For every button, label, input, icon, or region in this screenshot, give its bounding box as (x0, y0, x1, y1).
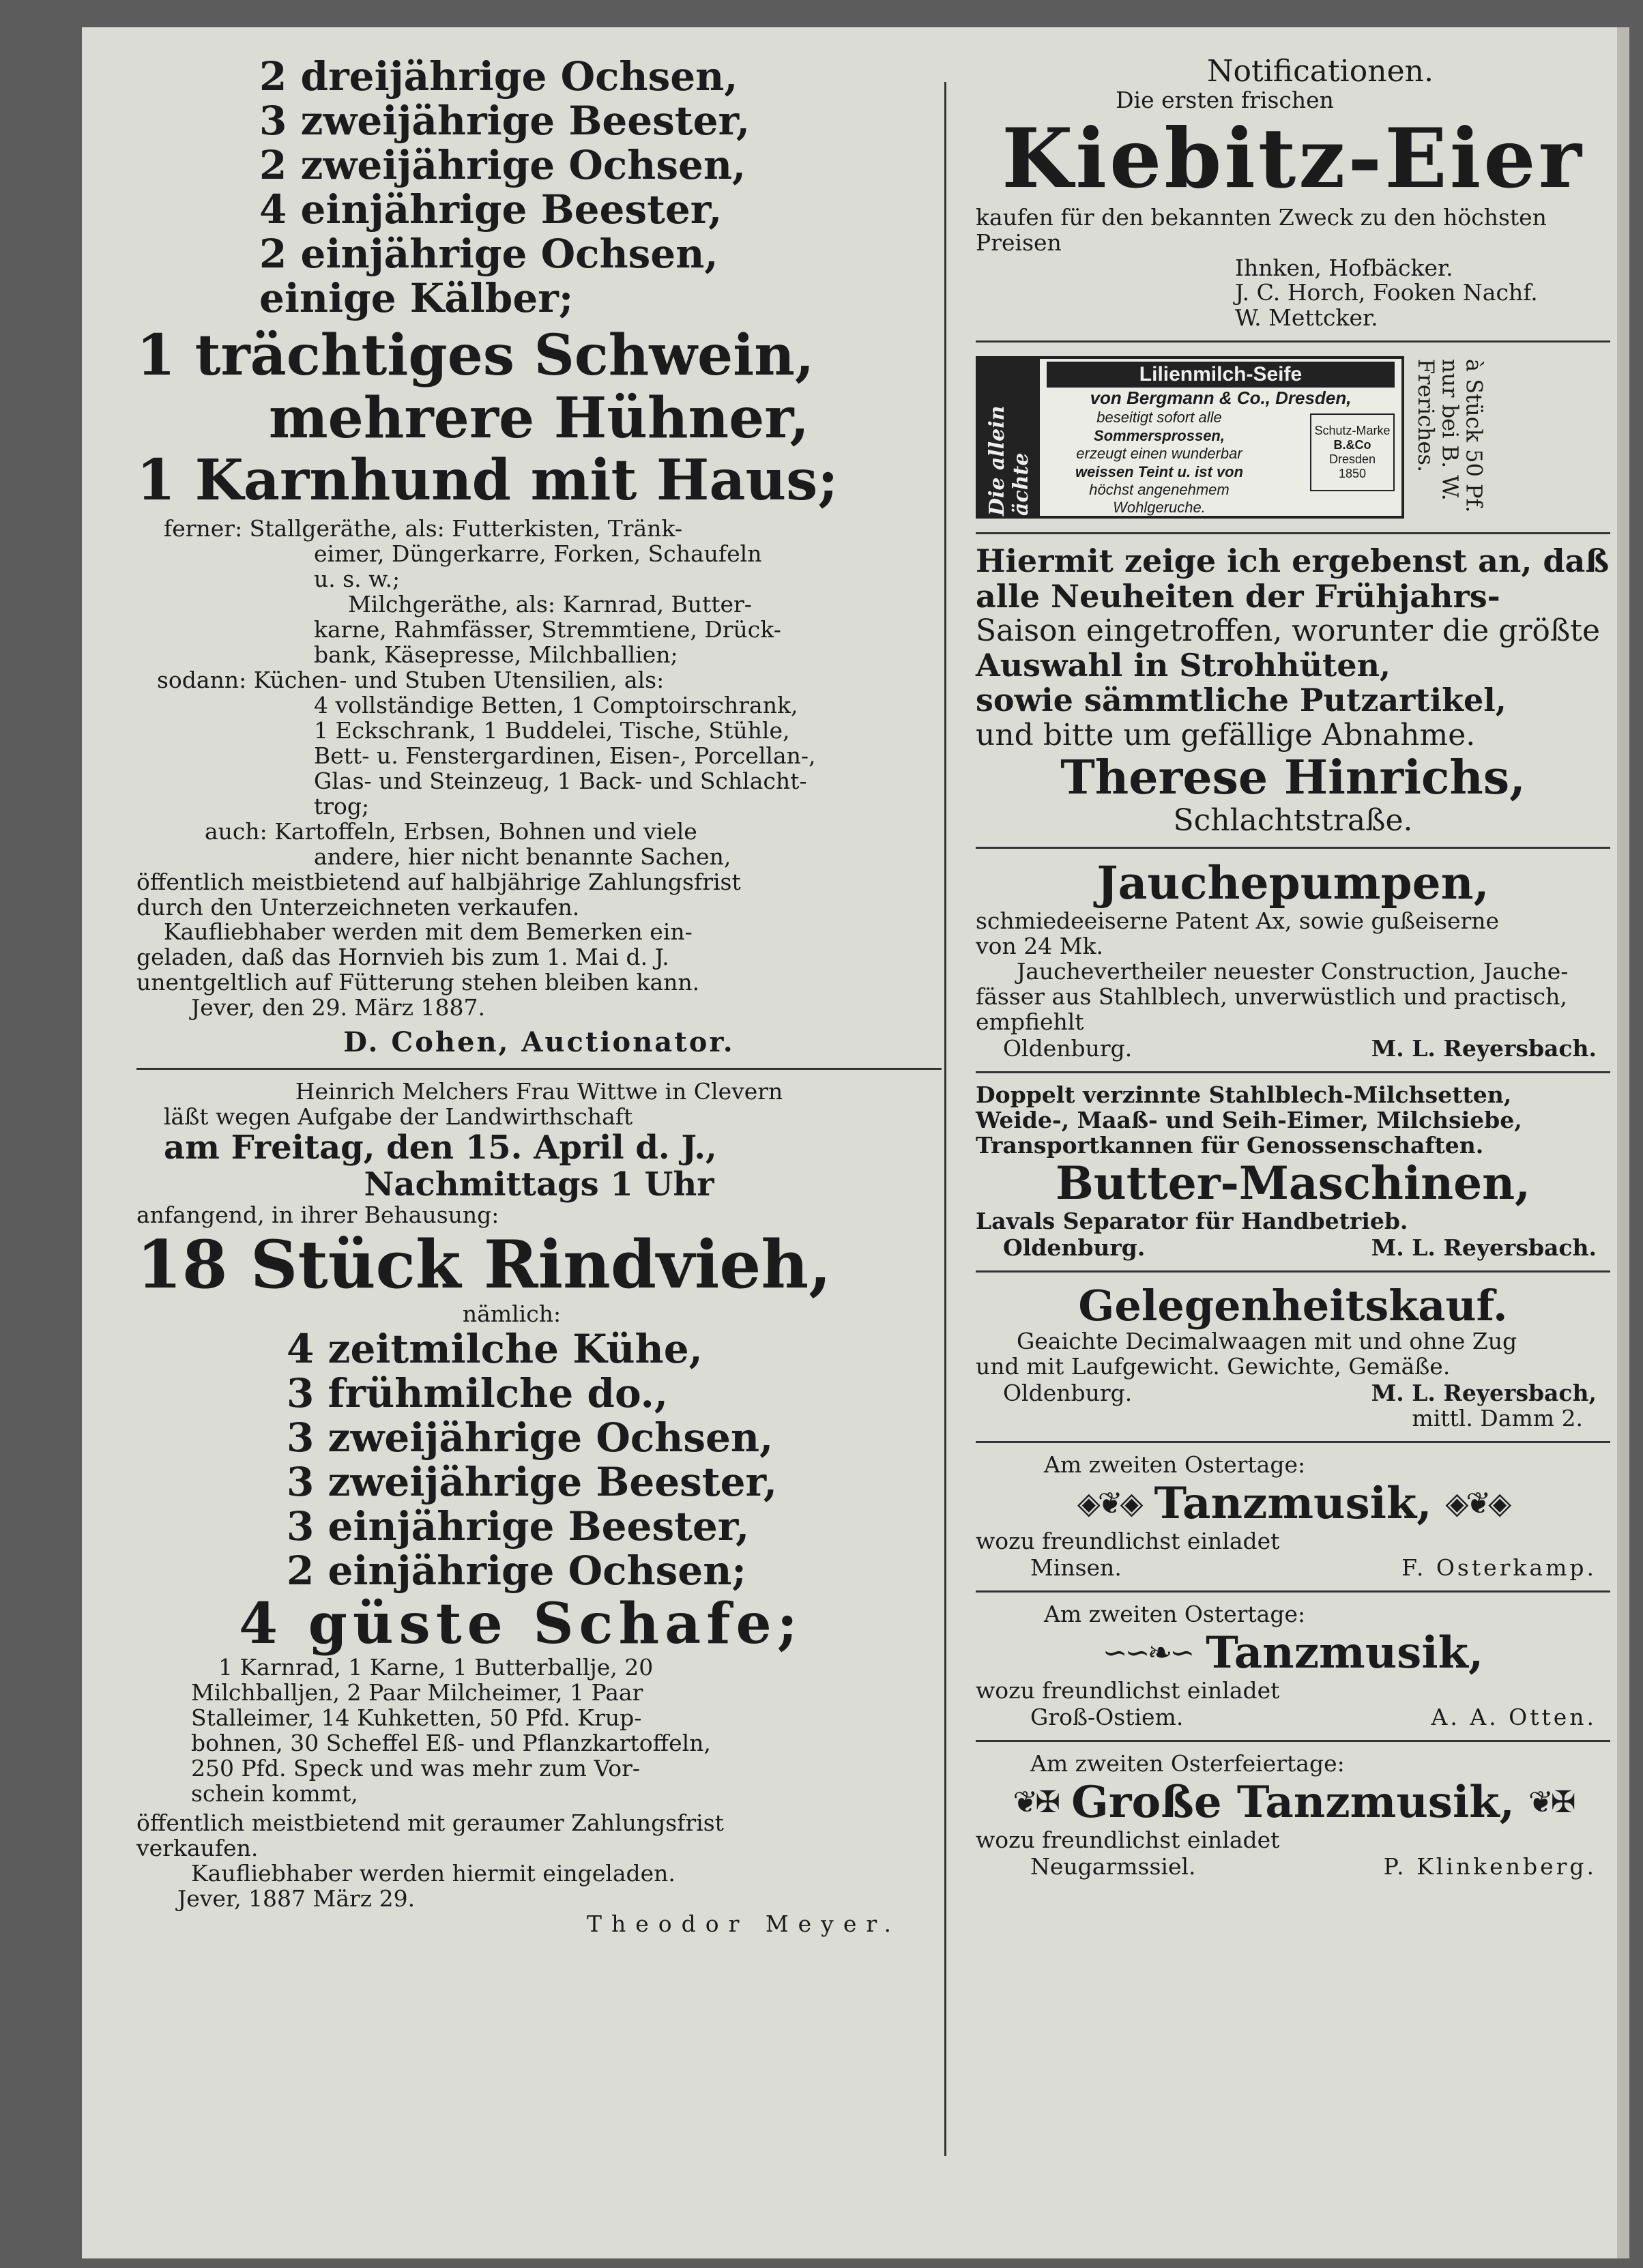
kiebitz-ad (976, 55, 1610, 331)
ad-line: Weide-, Maaß- und Seih-Eimer, Milchsiebe, (976, 1107, 1522, 1134)
body-line: kaufen für den bekannten Zweck zu den höchsten (976, 203, 1547, 231)
dance-ad-otten (976, 1602, 1610, 1730)
ad-line: Transportkannen für Genossenschaften. (976, 1131, 1484, 1159)
pre-text: Am zweiten Osterfeiertage: (1030, 1749, 1345, 1777)
signature-row (976, 1234, 1610, 1261)
auction-start: anfangend, in ihrer Behausung: (136, 1202, 499, 1229)
soap-text-line: beseitigt sofort alle (1096, 409, 1222, 426)
animal-line: 3 frühmilche do., (287, 1369, 669, 1416)
ornament-icon: ∽∽❧∽ (1102, 1635, 1193, 1670)
animal-line: einige Kälber; (259, 274, 574, 321)
body-line: Preisen (976, 229, 1062, 256)
soap-text-line: höchst angenehmem (1089, 480, 1230, 498)
reyersbach-pumps-ad (976, 858, 1610, 1062)
auction-ad-cohen (136, 55, 942, 1058)
ornament-icon: ◈❦◈ (1445, 1486, 1509, 1522)
body-line: öffentlich meistbietend auf halbjährige Zahlungsfrist (136, 868, 741, 895)
ad-line: Lavals Separator für Handbetrieb. (976, 1207, 1408, 1234)
soap-maker: von Bergmann & Co., Dresden, (1090, 388, 1352, 409)
ad-line: schmiedeeiserne Patent Ax, sowie gußeiserne (976, 907, 1500, 935)
item-list (136, 1655, 942, 1912)
item-line: u. s. w.; (314, 566, 401, 593)
host-name: P. Klinkenberg. (1383, 1852, 1597, 1880)
item-line: 4 vollständige Betten, 1 Comptoirschrank, (314, 691, 798, 718)
animal-line: 3 zweijährige Beester, (259, 97, 751, 144)
place-date: Jever, den 29. März 1887. (191, 994, 486, 1021)
ad-line: von 24 Mk. (976, 933, 1104, 960)
pre-text: Am zweiten Ostertage: (1044, 1451, 1306, 1479)
ad-divider (976, 1270, 1610, 1273)
dance-ad-klinkenberg (976, 1751, 1610, 1880)
invite: wozu freundlichst einladet (976, 1826, 1280, 1853)
animal-line: 3 einjährige Beester, (287, 1502, 750, 1550)
item-line: sodann: Küchen- und Stuben Utensilien, als: (157, 666, 665, 693)
place: Groß-Ostiem. (1030, 1703, 1184, 1730)
ad-line: und bitte um gefällige Abnahme. (976, 717, 1476, 753)
sheep-line: 4 güste Schafe; (239, 1590, 803, 1657)
intro-line: Heinrich Melchers Frau Wittwe in Clevern (295, 1078, 783, 1105)
soap-side-label: Die allein ächte (978, 359, 1040, 516)
place-date: Jever, 1887 März 29. (177, 1885, 416, 1913)
stamp-line: Schutz-Marke (1314, 424, 1391, 438)
item-line: andere, hier nicht benannte Sachen, (314, 843, 731, 870)
headline: Tanzmusik, (1206, 1627, 1484, 1678)
signature-row (976, 1554, 1610, 1581)
host-name: F. Osterkamp. (1401, 1554, 1597, 1581)
headline: Butter-Maschinen, (1055, 1156, 1531, 1210)
column-divider (944, 82, 946, 2156)
body-line: durch den Unterzeichneten verkaufen. (136, 893, 580, 920)
big-item: mehrere Hühner, (268, 385, 810, 451)
body-line: Kaufliebhaber werden hiermit eingeladen. (191, 1860, 675, 1887)
body-line: geladen, daß das Hornvieh bis zum 1. Mai d. J. (136, 944, 669, 971)
dance-ad-osterkamp (976, 1453, 1610, 1581)
soap-text-line: weissen Teint u. ist von (1075, 463, 1244, 480)
price-line: à Stück 50 Pf. (1461, 359, 1487, 513)
item-line: bank, Käsepresse, Milchballien; (314, 641, 678, 668)
signature-row (976, 1035, 1610, 1062)
reyersbach-scales-ad (976, 1282, 1610, 1431)
item-line: trog; (314, 792, 370, 819)
left-column (136, 55, 942, 1937)
ad-divider (976, 847, 1610, 849)
item-line: 250 Pfd. Speck und was mehr zum Vor- (191, 1755, 641, 1782)
invite: wozu freundlichst einladet (976, 1528, 1280, 1555)
soap-panel (1040, 359, 1401, 516)
item-line: 1 Karnrad, 1 Karne, 1 Butterballje, 20 (218, 1654, 654, 1681)
animal-line: 3 zweijährige Beester, (287, 1458, 778, 1505)
animal-line: 2 dreijährige Ochsen, (259, 53, 738, 100)
name-line: J. C. Horch, Fooken Nachf. (1235, 279, 1538, 306)
headline: Kiebitz-Eier (1002, 111, 1584, 207)
headline-row (976, 1627, 1610, 1678)
ad-divider (976, 1590, 1610, 1593)
headline: Gelegenheitskauf. (1078, 1280, 1508, 1331)
ad-line: Hiermit zeige ich ergebenst an, daß (976, 542, 1610, 580)
animal-line: 2 zweijährige Ochsen, (259, 141, 746, 188)
signature: Theodor Meyer. (586, 1910, 901, 1937)
place: Minsen. (1030, 1554, 1122, 1581)
name-line: Ihnken, Hofbäcker. (1235, 254, 1453, 281)
ad-line: Doppelt verzinnte Stahlblech-Milchsetten, (976, 1081, 1512, 1109)
shop-street: Schlachtstraße. (1173, 803, 1413, 839)
soap-text-line: Sommersprossen, (1094, 426, 1225, 444)
item-line: schein kommt, (191, 1780, 358, 1807)
headline: Jauchepumpen, (1096, 856, 1489, 910)
body-line: verkaufen. (136, 1835, 259, 1862)
stamp-line: Dresden (1328, 452, 1376, 467)
street: mittl. Damm 2. (1412, 1405, 1583, 1432)
ad-line: Jauchevertheiler neuester Construction, Jauche- (1017, 958, 1569, 985)
invite: wozu freundlichst einladet (976, 1676, 1280, 1704)
page-edge (1617, 27, 1629, 2258)
item-line: bohnen, 30 Scheffel Eß- und Pflanzkartoffeln, (191, 1730, 711, 1757)
ad-line: Auswahl in Strohhüten, (976, 646, 1391, 684)
ad-line: empfiehlt (976, 1008, 1084, 1036)
price-line: nur bei B. W. (1437, 359, 1464, 501)
item-line: auch: Kartoffeln, Erbsen, Bohnen und viele (205, 817, 697, 845)
body-line: Kaufliebhaber werden mit dem Bemerken ein- (164, 918, 693, 946)
signature: D. Cohen, Auctionator. (343, 1026, 735, 1059)
animal-line: 4 einjährige Beester, (259, 186, 723, 233)
animal-line: 2 einjährige Ochsen; (287, 1547, 746, 1594)
big-item: 1 trächtiges Schwein, (136, 322, 815, 388)
place: Oldenburg. (1003, 1380, 1133, 1407)
ornament-icon: ❦✠ (1013, 1784, 1058, 1820)
namely: nämlich: (462, 1300, 562, 1327)
soap-price (1414, 359, 1486, 516)
auction-date: am Freitag, den 15. April d. J., (164, 1128, 717, 1167)
ad-line: fässer aus Stahlblech, unverwüstlich und practisch, (976, 983, 1567, 1011)
soap-text (1047, 409, 1272, 517)
ad-line: alle Neuheiten der Frühjahrs- (976, 577, 1500, 615)
item-line: ferner: Stallgeräthe, als: Futterkisten, Tränk- (164, 515, 682, 542)
ad-divider (976, 1071, 1610, 1073)
animal-line: 3 zweijährige Ochsen, (287, 1414, 774, 1461)
ornament-icon: ❦✠ (1528, 1784, 1573, 1820)
place: Oldenburg. (1003, 1234, 1146, 1261)
animal-line: 4 zeitmilche Kühe, (287, 1325, 703, 1372)
body-text (136, 870, 942, 1021)
animal-line: 2 einjährige Ochsen, (259, 230, 718, 277)
item-list (136, 517, 942, 869)
host-name: A. A. Otten. (1431, 1703, 1597, 1730)
item-line: Stalleimer, 14 Kuhketten, 50 Pfd. Krup- (191, 1704, 642, 1732)
stamp-line: B.&Co (1333, 438, 1371, 452)
item-line: 1 Eckschrank, 1 Buddelei, Tische, Stühle, (314, 716, 790, 744)
auction-ad-meyer (136, 1079, 942, 1937)
big-item: 1 Karnhund mit Haus; (136, 448, 839, 514)
signature-row (976, 1853, 1610, 1880)
body-line: öffentlich meistbietend mit geraumer Zahlungsfrist (136, 1809, 724, 1837)
place: Oldenburg. (1003, 1035, 1133, 1062)
headline-row (976, 1777, 1610, 1828)
ornament-icon: ◈❦◈ (1077, 1486, 1141, 1522)
body-line: unentgeltlich auf Fütterung stehen bleiben kann. (136, 969, 700, 996)
soap-box-illustration (976, 356, 1404, 519)
merchant-name: M. L. Reyersbach, (1371, 1380, 1597, 1407)
item-line: karne, Rahmfässer, Stremmtiene, Drück- (314, 616, 781, 643)
signature-row (976, 1380, 1610, 1406)
hinrichs-ad (976, 544, 1610, 837)
ad-line: sowie sämmtliche Putzartikel, (976, 682, 1507, 719)
ad-line: und mit Laufgewicht. Gewichte, Gemäße. (976, 1353, 1451, 1380)
item-line: Glas- und Steinzeug, 1 Back- und Schlacht- (314, 767, 807, 794)
stamp-line: 1850 (1338, 467, 1367, 481)
headline: Große Tanzmusik, (1071, 1776, 1515, 1828)
auction-time: Nachmittags 1 Uhr (364, 1165, 714, 1204)
ad-divider (976, 1441, 1610, 1443)
soap-ad (976, 352, 1610, 523)
item-line: Bett- u. Fenstergardinen, Eisen-, Porcellan-, (314, 742, 816, 769)
item-line: Milchballjen, 2 Paar Milcheimer, 1 Paar (191, 1679, 643, 1706)
ad-divider (976, 1740, 1610, 1742)
soap-text-line: erzeugt einen wunderbar (1076, 445, 1242, 463)
signature-row (976, 1704, 1610, 1730)
ad-divider (976, 532, 1610, 534)
soap-brand: Lilienmilch-Seife (1047, 362, 1395, 388)
name-line: W. Mettcker. (1235, 304, 1378, 332)
pre-text: Am zweiten Ostertage: (1044, 1600, 1306, 1627)
soap-text-line: Wohlgeruche. (1113, 499, 1206, 517)
item-line: Milchgeräthe, als: Karnrad, Butter- (348, 591, 752, 618)
pre-text: Die ersten frischen (1116, 87, 1334, 114)
merchant-name: M. L. Reyersbach. (1371, 1035, 1597, 1062)
item-line: eimer, Düngerkarre, Forken, Schaufeln (314, 540, 762, 568)
price-line: Freriches. (1413, 359, 1440, 473)
ad-divider (976, 340, 1610, 343)
headline: 18 Stück Rindvieh, (136, 1226, 832, 1304)
right-column (976, 55, 1610, 1880)
newspaper-page (82, 27, 1617, 2258)
ad-line: Saison eingetroffen, worunter die größte (976, 613, 1600, 649)
trademark-stamp (1310, 413, 1395, 491)
shop-name: Therese Hinrichs, (1060, 750, 1526, 805)
place: Neugarmssiel. (1030, 1852, 1196, 1880)
reyersbach-butter-ad (976, 1083, 1610, 1261)
headline-row (976, 1478, 1610, 1529)
intro-line: läßt wegen Aufgabe der Landwirthschaft (164, 1103, 633, 1131)
headline: Tanzmusik, (1154, 1478, 1432, 1530)
merchant-name: M. L. Reyersbach. (1371, 1234, 1597, 1261)
section-title: Notificationen. (1207, 54, 1434, 89)
ad-line: Geaichte Decimalwaagen mit und ohne Zug (1017, 1328, 1517, 1355)
ad-divider (136, 1068, 942, 1070)
